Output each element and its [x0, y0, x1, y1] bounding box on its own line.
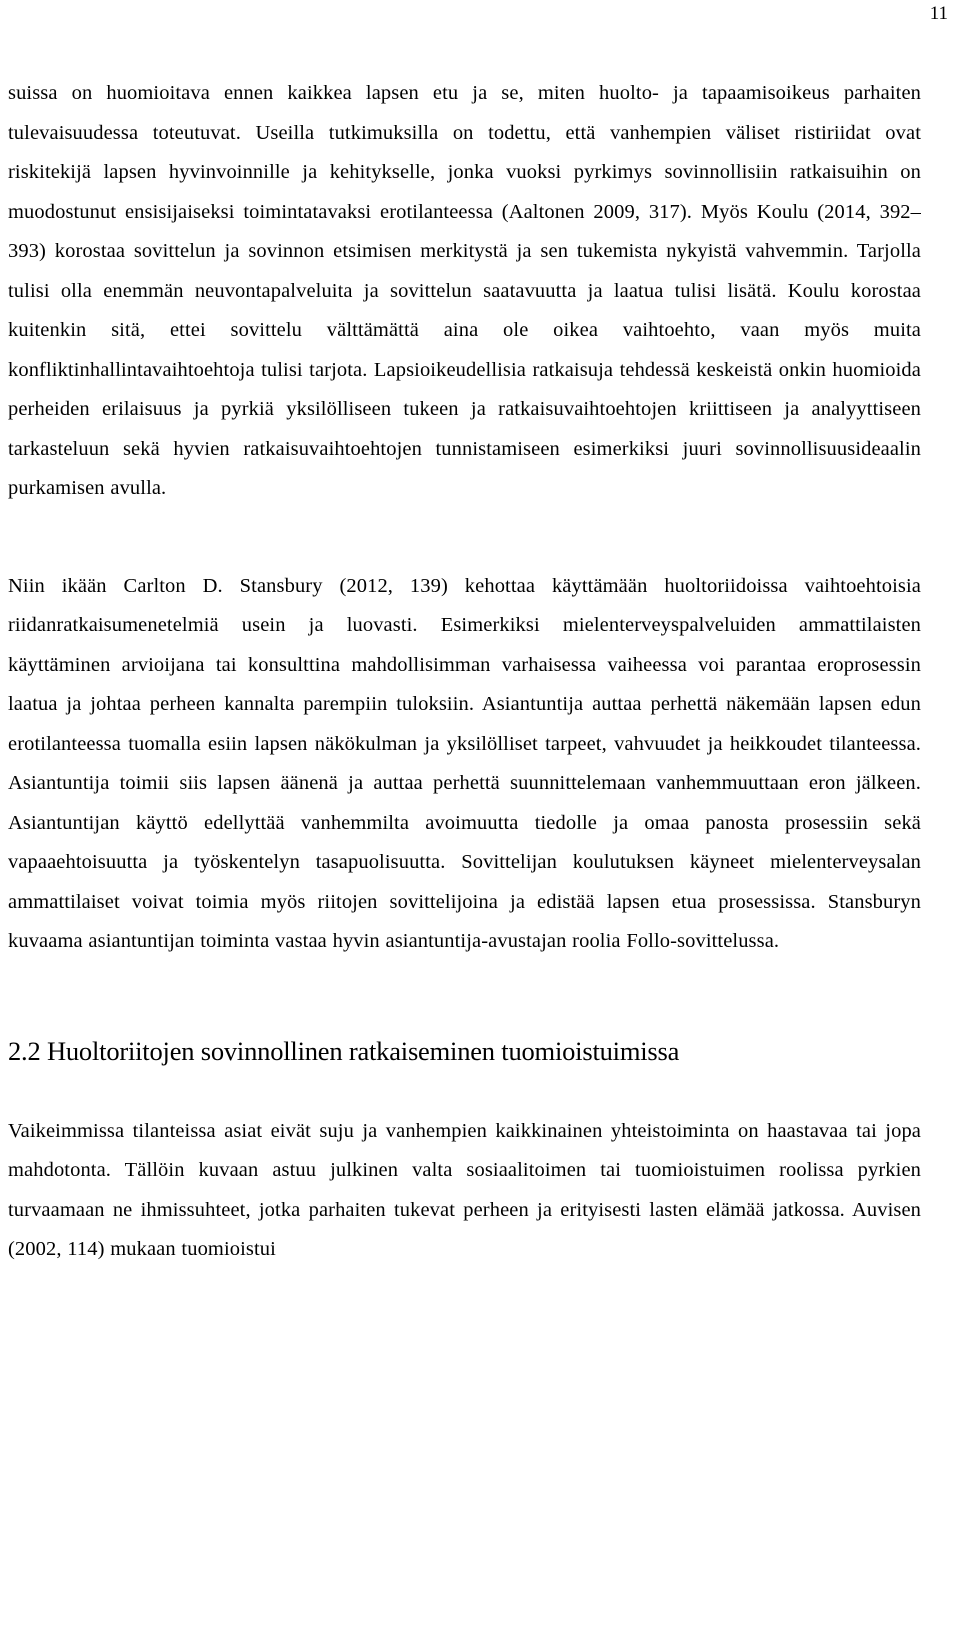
body-paragraph: Vaikeimmissa tilanteissa asiat eivät suju ja vanhempien kaikkinainen yhteistoiminta on haastavaa tai jopa mahdotonta. Tällöin kuvaan astuu julkinen valta sosiaalitoimen tai tuomioistuimen roolissa pyrkien turvaamaan ne ihmissuhteet, jotka parhaiten tukevat perheen ja erityisesti lasten elämää jatkossa. Auvisen (2002, 114) mukaan tuomioistui	[8, 1119, 921, 1260]
document-body	[8, 74, 921, 1270]
page-number: 11	[929, 3, 948, 24]
body-paragraph: suissa on huomioitava ennen kaikkea lapsen etu ja se, miten huolto- ja tapaamisoikeus parhaiten tulevaisuudessa toteutuvat. Useilla tutkimuksilla on todettu, että vanhempien väliset ristiriidat ovat riskitekijä lapsen hyvinvoinnille ja kehitykselle, jonka vuoksi pyrkimys sovinnollisiin ratkaisuihin on muodostunut ensisijaiseksi toimintatavaksi erotilanteessa (Aaltonen 2009, 317). Myös Koulu (2014, 392–393) korostaa sovittelun ja sovinnon etsimisen merkitystä ja sen tukemista nykyistä vahvemmin. Tarjolla tulisi olla enemmän neuvontapalveluita ja sovittelun saatavuutta ja laatua tulisi lisätä. Koulu korostaa kuitenkin sitä, ettei sovittelu välttämättä aina ole oikea vaihtoehto, vaan myös muita konfliktinhallintavaihtoehtoja tulisi tarjota. Lapsioikeudellisia ratkaisuja tehdessä keskeistä onkin huomioida perheiden erilaisuus ja pyrkiä yksilölliseen tukeen ja ratkaisuvaihtoehtojen kriittiseen ja analyyttiseen tarkasteluun sekä hyvien ratkaisuvaihtoehtojen tunnistamiseen esimerkiksi juuri sovinnollisuusideaalin purkamisen avulla.	[8, 82, 921, 499]
body-paragraph: Niin ikään Carlton D. Stansbury (2012, 139) kehottaa käyttämään huoltoriidoissa vaihtoehtoisia riidanratkaisumenetelmiä usein ja luovasti. Esimerkiksi mielenterveyspalveluiden ammattilaisten käyttäminen arvioijana tai konsulttina mahdollisimman varhaisessa vaiheessa voi parantaa eroprosessin laatua ja johtaa perheen kannalta parempiin tuloksiin. Asiantuntija auttaa perhettä näkemään lapsen edun erotilanteessa tuomalla esiin lapsen näkökulman ja yksilölliset tarpeet, vahvuudet ja heikkoudet tilanteessa. Asiantuntija toimii siis lapsen äänenä ja auttaa perhettä suunnittelemaan vanhemmuuttaan eron jälkeen. Asiantuntijan käyttö edellyttää vanhemmilta avoimuutta tiedolle ja omaa panosta prosessiin sekä vapaaehtoisuutta ja työskentelyn tasapuolisuutta. Sovittelijan koulutuksen käyneet mielenterveysalan ammattilaiset voivat toimia myös riitojen sovittelijoina ja edistää lapsen etua prosessissa. Stansburyn kuvaama asiantuntijan toiminta vastaa hyvin asiantuntija-avustajan roolia Follo-sovittelussa.	[8, 574, 921, 952]
section-heading: 2.2 Huoltoriitojen sovinnollinen ratkaiseminen tuomioistuimissa	[8, 1035, 680, 1066]
